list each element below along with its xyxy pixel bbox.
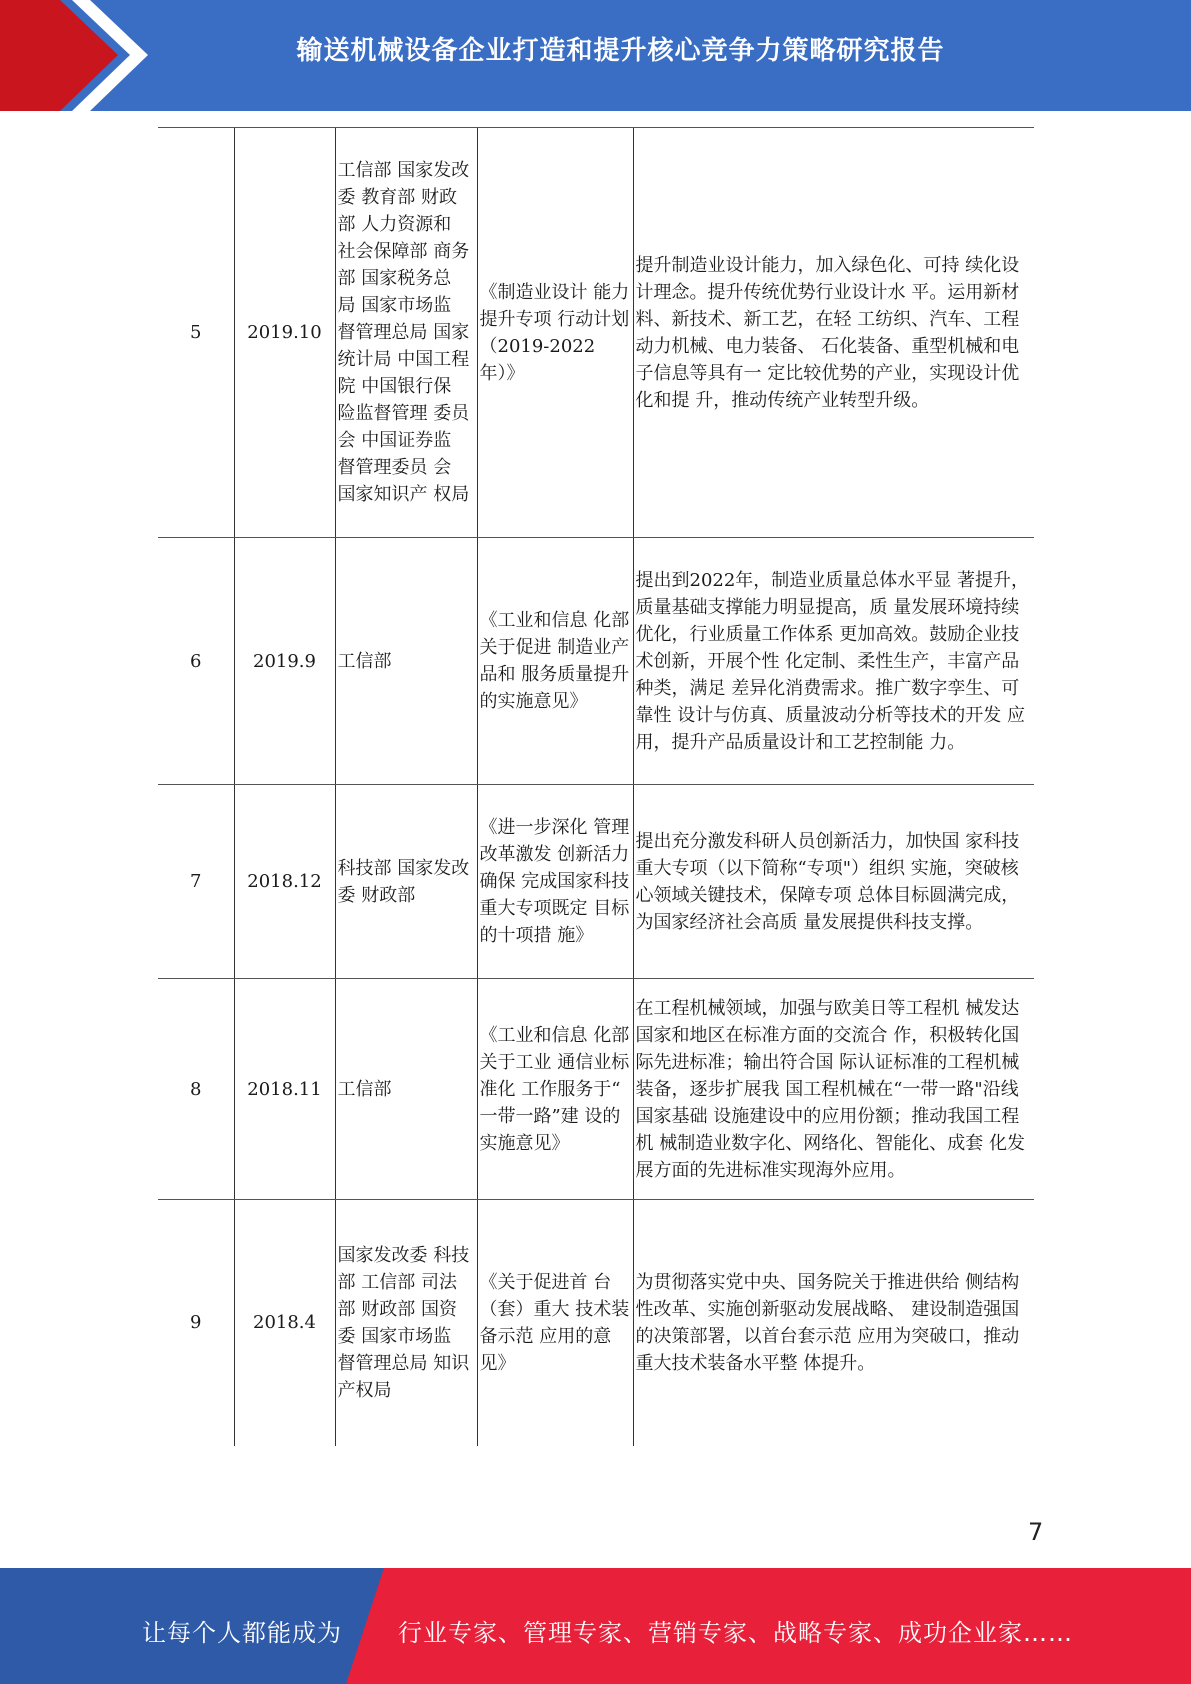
- row-policy-name: 《进一步深化 管理改革激发 创新活力确保 完成国家科技 重大专项既定 目标的十项措 施》: [477, 785, 633, 979]
- row-number: 7: [158, 785, 234, 979]
- policy-table-wrapper: [158, 127, 1034, 1446]
- row-policy-name: 《工业和信息 化部关于促进 制造业产品和 服务质量提升 的实施意见》: [477, 538, 633, 785]
- table-row: [158, 538, 1034, 785]
- footer-slogan-right: 行业专家、管理专家、营销专家、战略专家、成功企业家……: [398, 1619, 1073, 1647]
- row-date: 2019.10: [234, 128, 335, 538]
- table-row: [158, 128, 1034, 538]
- row-content: 提出充分激发科研人员创新活力，加快国 家科技重大专项（以下简称“专项"）组织 实施，突破核心领域关键技术，保障专项 总体目标圆满完成，为国家经济社会高质 量发展提供科技支撑。: [633, 785, 1034, 979]
- row-content: 在工程机械领域，加强与欧美日等工程机 械发达国家和地区在标准方面的交流合 作，积极转化国际先进标准；输出符合国 际认证标准的工程机械装备，逐步扩展我 国工程机械在“一带一路"沿线国家基础 设施建设中的应用份额；推动我国工程机 械制造业数字化、网络化、智能化、成套 化发展方面的先进标准实现海外应用。: [633, 979, 1034, 1200]
- page-header: [0, 0, 1191, 111]
- row-department: 国家发改委 科技部 工信部 司法部 财政部 国资委 国家市场监 督管理总局 知识产权局: [335, 1200, 477, 1446]
- report-title: 输送机械设备企业打造和提升核心竞争力策略研究报告: [296, 36, 945, 66]
- table-row: [158, 785, 1034, 979]
- row-content: 为贯彻落实党中央、国务院关于推进供给 侧结构性改革、实施创新驱动发展战略、 建设制造强国的决策部署，以首台套示范 应用为突破口，推动重大技术装备水平整 体提升。: [633, 1200, 1034, 1446]
- row-date: 2018.4: [234, 1200, 335, 1446]
- footer-slogan-left: 让每个人都能成为: [142, 1619, 342, 1647]
- row-date: 2019.9: [234, 538, 335, 785]
- row-number: 8: [158, 979, 234, 1200]
- row-number: 9: [190, 1312, 202, 1334]
- page-footer: [0, 1568, 1191, 1684]
- page-number: 7: [1028, 1518, 1044, 1546]
- row-department: 工信部 国家发改委 教育部 财政部 人力资源和 社会保障部 商务部 国家税务总 局 国家市场监 督管理总局 国家统计局 中国工程院 中国银行保 险监督管理 委员会 中国证券监 督管理委员 会 国家知识产 权局: [335, 128, 477, 538]
- row-number: 6: [158, 538, 234, 785]
- row-number: 5: [158, 128, 234, 538]
- row-date: 2018.12: [234, 785, 335, 979]
- row-policy-name: 《关于促进首 台（套）重大 技术装备示范 应用的意见》: [477, 1200, 633, 1446]
- table-row: [158, 979, 1034, 1200]
- row-date: 2018.11: [234, 979, 335, 1200]
- row-department: 工信部: [335, 538, 477, 785]
- row-policy-name: 《工业和信息 化部关于工业 通信业标准化 工作服务于“ 一带一路”建 设的实施意见》: [477, 979, 633, 1200]
- row-department: 工信部: [335, 979, 477, 1200]
- row-content: 提出到2022年，制造业质量总体水平显 著提升，质量基础支撑能力明显提高，质 量发展环境持续优化，行业质量工作体系 更加高效。鼓励企业技术创新，开展个性 化定制、柔性生产，丰富产品种类，满足 差异化消费需求。推广数字孪生、可靠性 设计与仿真、质量波动分析等技术的开发 应用，提升产品质量设计和工艺控制能 力。: [633, 538, 1034, 785]
- row-policy-name: 《制造业设计 能力提升专项 行动计划（2019-2022年）》: [477, 128, 633, 538]
- row-department: 科技部 国家发改委 财政部: [335, 785, 477, 979]
- table-row: [158, 1200, 1034, 1446]
- row-content: 提升制造业设计能力，加入绿色化、可持 续化设计理念。提升传统优势行业设计水 平。运用新材料、新技术、新工艺，在轻 工纺织、汽车、工程动力机械、电力装备、 石化装备、重型机械和电子信息等具有一 定比较优势的产业，实现设计优化和提 升，推动传统产业转型升级。: [633, 128, 1034, 538]
- policy-table: [158, 127, 1034, 1446]
